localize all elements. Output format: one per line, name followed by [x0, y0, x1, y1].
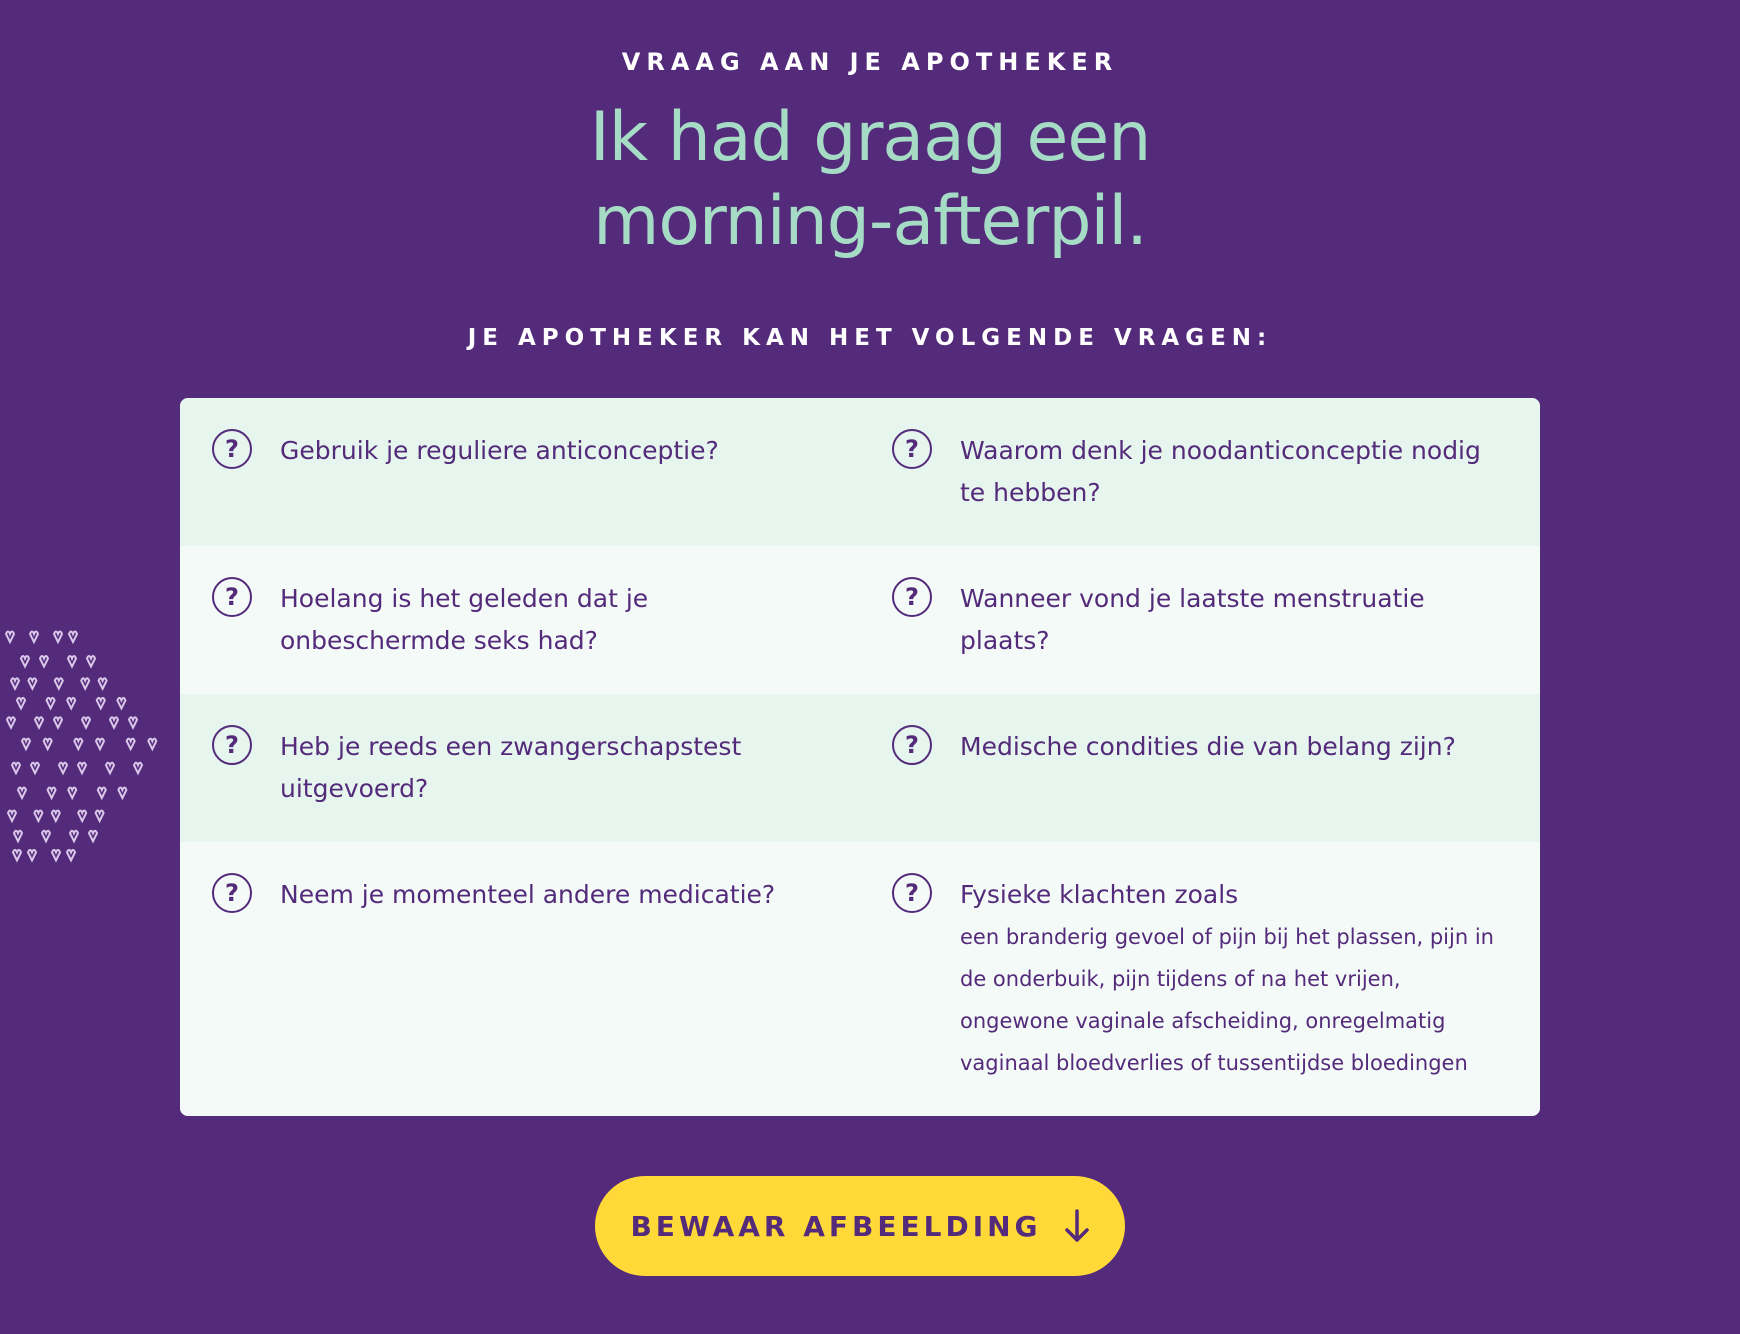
heart-icon — [110, 717, 118, 728]
question-circle-icon: ? — [892, 429, 932, 469]
heart-icon — [22, 739, 30, 750]
question-circle-icon: ? — [212, 725, 252, 765]
heart-icon — [52, 850, 60, 861]
question-item — [860, 694, 1540, 842]
question-text: Wanneer vond je laatste menstruatie plaats? — [960, 584, 1425, 655]
heart-icon — [7, 717, 15, 728]
arrow-down-icon — [1064, 1208, 1090, 1244]
heart-icon — [89, 831, 97, 842]
question-text: Medische condities die van belang zijn? — [960, 732, 1456, 761]
question-text: Waarom denk je noodanticonceptie nodig te hebben? — [960, 436, 1481, 507]
heart-icon — [98, 787, 106, 798]
heart-icon — [82, 717, 90, 728]
heart-icon — [30, 632, 38, 643]
save-image-button-label: BEWAAR AFBEELDING — [630, 1209, 1042, 1243]
question-item — [180, 398, 860, 546]
question-item — [860, 398, 1540, 546]
save-image-button[interactable] — [595, 1176, 1125, 1276]
heart-icon — [17, 698, 25, 709]
heart-icon — [148, 739, 156, 750]
heart-icon — [44, 739, 52, 750]
questions-row — [180, 398, 1540, 546]
question-circle-icon: ? — [212, 577, 252, 617]
heart-icon — [18, 787, 26, 798]
heart-icon — [118, 787, 126, 798]
heart-icon — [96, 810, 104, 821]
heart-icon — [97, 698, 105, 709]
hearts-pattern-icon — [0, 622, 180, 882]
questions-row — [180, 694, 1540, 842]
heart-icon — [48, 787, 56, 798]
heart-icon — [127, 739, 135, 750]
heart-icon — [52, 810, 60, 821]
heart-icon — [54, 632, 62, 643]
heart-icon — [42, 831, 50, 842]
heart-icon — [59, 763, 67, 774]
question-text: Neem je momenteel andere medicatie? — [280, 880, 776, 909]
question-text: Heb je reeds een zwangerschapstest uitgevoerd? — [280, 732, 742, 803]
page-title-line-1: Ik had graag een — [589, 98, 1151, 177]
question-item — [180, 694, 860, 842]
questions-row — [180, 546, 1540, 694]
heart-icon — [67, 698, 75, 709]
heart-icon — [134, 763, 142, 774]
heart-icon — [13, 850, 21, 861]
heart-icon — [35, 717, 43, 728]
question-circle-icon: ? — [892, 577, 932, 617]
heart-icon — [28, 678, 36, 689]
question-circle-icon: ? — [892, 725, 932, 765]
heart-icon — [6, 632, 14, 643]
heart-icon — [70, 831, 78, 842]
question-circle-icon: ? — [892, 873, 932, 913]
heart-icon — [69, 632, 77, 643]
section-subheading: JE APOTHEKER KAN HET VOLGENDE VRAGEN: — [467, 325, 1273, 351]
heart-icon — [28, 850, 36, 861]
question-text-with-detail — [960, 874, 1500, 1084]
heart-icon — [99, 678, 107, 689]
heart-icon — [78, 763, 86, 774]
heart-icon — [21, 656, 29, 667]
heart-icon — [129, 717, 137, 728]
page-title-line-2: morning-afterpil. — [593, 182, 1147, 261]
heart-icon — [31, 763, 39, 774]
heart-icon — [34, 810, 42, 821]
question-text: Gebruik je reguliere anticonceptie? — [280, 436, 719, 465]
questions-card — [180, 398, 1540, 1116]
heart-icon — [47, 698, 55, 709]
heart-icon — [8, 810, 16, 821]
question-text: Fysieke klachten zoals — [960, 880, 1239, 909]
heart-icon — [78, 810, 86, 821]
questions-row — [180, 842, 1540, 1116]
heart-icon — [81, 678, 89, 689]
page-title — [0, 96, 1740, 264]
heart-icon — [117, 698, 125, 709]
heart-icon — [55, 678, 63, 689]
eyebrow-title: VRAAG AAN JE APOTHEKER — [621, 48, 1119, 76]
question-item — [180, 842, 860, 1116]
heart-icon — [14, 831, 22, 842]
question-circle-icon: ? — [212, 429, 252, 469]
heart-icon — [68, 787, 76, 798]
heart-icon — [67, 850, 75, 861]
heart-icon — [74, 739, 82, 750]
heart-icon — [106, 763, 114, 774]
heart-icon — [11, 678, 19, 689]
heart-icon — [68, 656, 76, 667]
heart-icon — [54, 717, 62, 728]
question-item — [860, 842, 1540, 1116]
heart-icon — [40, 656, 48, 667]
heart-icon — [87, 656, 95, 667]
question-detail: een branderig gevoel of pijn bij het plassen, pijn in de onderbuik, pijn tijdens of na het vrijen, ongewone vaginale afscheiding, onregelmatig vaginaal bloedverlies of tussentijdse bloedingen — [960, 925, 1494, 1075]
question-item — [180, 546, 860, 694]
question-item — [860, 546, 1540, 694]
heart-icon — [12, 763, 20, 774]
question-text: Hoelang is het geleden dat je onbeschermde seks had? — [280, 584, 649, 655]
question-circle-icon: ? — [212, 873, 252, 913]
heart-icon — [96, 739, 104, 750]
